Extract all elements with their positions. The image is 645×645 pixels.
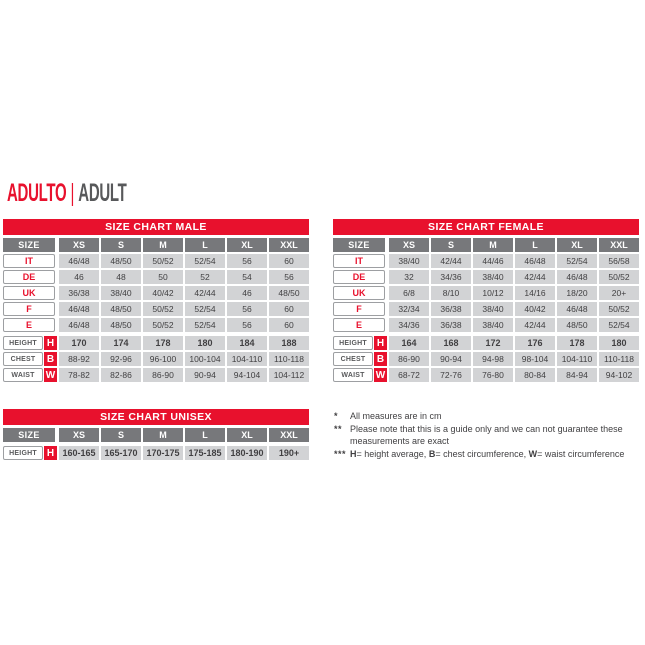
size-row <box>3 302 309 316</box>
size-value-cell: 48 <box>101 270 141 284</box>
measure-value-cell: 190+ <box>269 446 309 460</box>
measure-value-cell: 94-104 <box>227 368 267 382</box>
size-value-cell: 50/52 <box>143 254 183 268</box>
region-label-cell: F <box>3 302 55 316</box>
footnote-marker: * <box>334 411 339 421</box>
footnote-item <box>334 423 642 448</box>
size-value-cell: 60 <box>269 302 309 316</box>
size-value-cell: 40/42 <box>515 302 555 316</box>
measure-value-cell: 92-96 <box>101 352 141 366</box>
measure-value-cell: 110-118 <box>269 352 309 366</box>
size-value-cell: 46/48 <box>557 302 597 316</box>
size-value-cell: 38/40 <box>101 286 141 300</box>
measure-value-cell: 178 <box>143 336 183 350</box>
measure-value-cell: 174 <box>101 336 141 350</box>
measure-value-cell: 184 <box>227 336 267 350</box>
column-header: XS <box>59 238 99 252</box>
measure-badge: H <box>374 336 387 350</box>
footnote-text-segment: B <box>428 448 436 459</box>
column-header: S <box>101 428 141 442</box>
column-header: L <box>515 238 555 252</box>
size-value-cell: 52/54 <box>185 302 225 316</box>
size-row <box>333 286 639 300</box>
size-chart-female-table <box>333 219 639 382</box>
size-value-cell: 56 <box>227 254 267 268</box>
column-header: L <box>185 238 225 252</box>
measure-value-cell: 170-175 <box>143 446 183 460</box>
title-separator: | <box>70 179 75 207</box>
size-value-cell: 50/52 <box>143 302 183 316</box>
column-header: L <box>185 428 225 442</box>
column-header: XXL <box>599 238 639 252</box>
region-label-cell: DE <box>3 270 55 284</box>
measure-value-cell: 178 <box>557 336 597 350</box>
measure-label-cell: HEIGHT <box>3 336 43 350</box>
size-chart-unisex-table <box>3 409 309 460</box>
size-value-cell: 38/40 <box>473 318 513 332</box>
size-value-cell: 14/16 <box>515 286 555 300</box>
size-row <box>3 254 309 268</box>
measure-label-cell: CHEST <box>333 352 373 366</box>
column-header: XS <box>389 238 429 252</box>
measure-value-cell: 170 <box>59 336 99 350</box>
size-value-cell: 38/40 <box>473 270 513 284</box>
measure-value-cell: 180 <box>599 336 639 350</box>
column-header: XS <box>59 428 99 442</box>
region-label-cell: IT <box>333 254 385 268</box>
footnote-text <box>350 410 642 423</box>
footnote-text-segment: H <box>350 448 357 459</box>
size-value-cell: 10/12 <box>473 286 513 300</box>
measure-label-cell: WAIST <box>3 368 43 382</box>
size-value-cell: 56 <box>269 270 309 284</box>
size-value-cell: 34/36 <box>389 318 429 332</box>
size-value-cell: 40/42 <box>143 286 183 300</box>
column-header: XL <box>227 238 267 252</box>
size-value-cell: 34/36 <box>431 270 471 284</box>
size-column-header: SIZE <box>3 238 55 252</box>
size-value-cell: 52/54 <box>557 254 597 268</box>
measure-value-cell: 175-185 <box>185 446 225 460</box>
measure-value-cell: 165-170 <box>101 446 141 460</box>
size-row <box>333 318 639 332</box>
region-label-cell: E <box>333 318 385 332</box>
column-header: M <box>473 238 513 252</box>
column-header: XL <box>227 428 267 442</box>
size-value-cell: 50 <box>143 270 183 284</box>
measure-value-cell: 94-102 <box>599 368 639 382</box>
size-row <box>333 302 639 316</box>
size-value-cell: 50/52 <box>599 270 639 284</box>
measure-label-cell: HEIGHT <box>3 446 43 460</box>
size-value-cell: 52/54 <box>599 318 639 332</box>
measure-value-cell: 76-80 <box>473 368 513 382</box>
footnote-text-segment: = waist circumference <box>537 448 625 459</box>
size-value-cell: 52 <box>185 270 225 284</box>
measure-row <box>3 446 309 460</box>
region-label-cell: F <box>333 302 385 316</box>
measure-row <box>333 352 639 366</box>
size-value-cell: 42/44 <box>431 254 471 268</box>
measure-value-cell: 80-84 <box>515 368 555 382</box>
measure-value-cell: 94-98 <box>473 352 513 366</box>
size-value-cell: 46/48 <box>59 318 99 332</box>
table-title-bar: SIZE CHART FEMALE <box>333 219 639 235</box>
measure-badge: H <box>44 336 57 350</box>
region-label-cell: E <box>3 318 55 332</box>
size-value-cell: 8/10 <box>431 286 471 300</box>
measure-row <box>3 336 309 350</box>
column-header: M <box>143 238 183 252</box>
measure-row <box>3 368 309 382</box>
footnote-text-segment: = chest circumference, <box>435 448 529 459</box>
size-row <box>333 254 639 268</box>
size-column-header: SIZE <box>3 428 55 442</box>
size-value-cell: 38/40 <box>389 254 429 268</box>
column-header: XXL <box>269 428 309 442</box>
size-value-cell: 54 <box>227 270 267 284</box>
measure-value-cell: 172 <box>473 336 513 350</box>
size-row <box>3 318 309 332</box>
size-value-cell: 32/34 <box>389 302 429 316</box>
measure-badge: H <box>44 446 57 460</box>
size-value-cell: 20+ <box>599 286 639 300</box>
column-header: XL <box>557 238 597 252</box>
title-adult: ADULT <box>78 179 127 207</box>
size-row <box>3 270 309 284</box>
measure-value-cell: 160-165 <box>59 446 99 460</box>
footnote-text-segment: Please note that this is a guide only and we can not guarantee these measurements are exact <box>350 423 623 446</box>
measure-value-cell: 104-110 <box>557 352 597 366</box>
measure-value-cell: 180-190 <box>227 446 267 460</box>
size-value-cell: 60 <box>269 318 309 332</box>
measure-value-cell: 176 <box>515 336 555 350</box>
measure-value-cell: 90-94 <box>431 352 471 366</box>
size-row <box>333 270 639 284</box>
size-value-cell: 36/38 <box>431 302 471 316</box>
measure-badge: B <box>44 352 57 366</box>
measure-value-cell: 104-112 <box>269 368 309 382</box>
table-title-bar: SIZE CHART MALE <box>3 219 309 235</box>
size-value-cell: 6/8 <box>389 286 429 300</box>
footnote-text-segment: All measures are in cm <box>350 411 442 421</box>
size-value-cell: 56 <box>227 318 267 332</box>
measure-badge: W <box>45 369 56 381</box>
size-column-header: SIZE <box>333 238 385 252</box>
region-label-cell: IT <box>3 254 55 268</box>
measure-value-cell: 180 <box>185 336 225 350</box>
measure-value-cell: 188 <box>269 336 309 350</box>
measure-row <box>333 368 639 382</box>
size-value-cell: 46/48 <box>557 270 597 284</box>
measure-value-cell: 86-90 <box>389 352 429 366</box>
measure-value-cell: 164 <box>389 336 429 350</box>
measure-value-cell: 82-86 <box>101 368 141 382</box>
footnote-text-segment: W <box>528 448 538 459</box>
size-value-cell: 50/52 <box>143 318 183 332</box>
column-header: M <box>143 428 183 442</box>
region-label-cell: DE <box>333 270 385 284</box>
size-value-cell: 32 <box>389 270 429 284</box>
size-value-cell: 36/38 <box>59 286 99 300</box>
measure-value-cell: 84-94 <box>557 368 597 382</box>
page-title <box>7 179 127 207</box>
size-value-cell: 60 <box>269 254 309 268</box>
measure-value-cell: 78-82 <box>59 368 99 382</box>
size-value-cell: 48/50 <box>101 318 141 332</box>
measure-label-cell: HEIGHT <box>333 336 373 350</box>
size-value-cell: 46/48 <box>59 302 99 316</box>
size-chart-male-table <box>3 219 309 382</box>
measure-value-cell: 90-94 <box>185 368 225 382</box>
footnote-marker: *** <box>334 448 347 459</box>
title-adulto: ADULTO <box>7 179 67 207</box>
size-value-cell: 50/52 <box>599 302 639 316</box>
measure-value-cell: 168 <box>431 336 471 350</box>
size-value-cell: 36/38 <box>431 318 471 332</box>
size-value-cell: 56/58 <box>599 254 639 268</box>
measure-value-cell: 96-100 <box>143 352 183 366</box>
region-label-cell: UK <box>333 286 385 300</box>
measure-value-cell: 68-72 <box>389 368 429 382</box>
table-title-bar: SIZE CHART UNISEX <box>3 409 309 425</box>
size-value-cell: 46/48 <box>59 254 99 268</box>
measure-badge: B <box>374 352 387 366</box>
size-value-cell: 18/20 <box>557 286 597 300</box>
footnote-item <box>334 448 642 461</box>
size-value-cell: 56 <box>227 302 267 316</box>
measure-value-cell: 88-92 <box>59 352 99 366</box>
measure-value-cell: 104-110 <box>227 352 267 366</box>
table-header-row <box>333 238 639 252</box>
column-header: S <box>101 238 141 252</box>
table-header-row <box>3 428 309 442</box>
footnotes-list <box>334 410 642 460</box>
column-header: S <box>431 238 471 252</box>
footnote-marker: ** <box>334 423 343 434</box>
size-value-cell: 42/44 <box>515 270 555 284</box>
measure-value-cell: 86-90 <box>143 368 183 382</box>
size-value-cell: 42/44 <box>185 286 225 300</box>
footnote-item <box>334 410 642 423</box>
measure-row <box>333 336 639 350</box>
size-value-cell: 48/50 <box>557 318 597 332</box>
footnote-text-segment: = height average, <box>356 448 429 459</box>
size-value-cell: 52/54 <box>185 318 225 332</box>
column-header: XXL <box>269 238 309 252</box>
measure-value-cell: 100-104 <box>185 352 225 366</box>
size-value-cell: 52/54 <box>185 254 225 268</box>
size-row <box>3 286 309 300</box>
size-value-cell: 46 <box>59 270 99 284</box>
size-value-cell: 48/50 <box>101 302 141 316</box>
size-value-cell: 48/50 <box>269 286 309 300</box>
region-label-cell: UK <box>3 286 55 300</box>
size-value-cell: 42/44 <box>515 318 555 332</box>
measure-value-cell: 98-104 <box>515 352 555 366</box>
size-value-cell: 38/40 <box>473 302 513 316</box>
measure-badge: W <box>375 369 386 381</box>
size-value-cell: 48/50 <box>101 254 141 268</box>
measure-value-cell: 110-118 <box>599 352 639 366</box>
footnote-text <box>350 423 642 448</box>
size-value-cell: 46/48 <box>515 254 555 268</box>
table-header-row <box>3 238 309 252</box>
measure-value-cell: 72-76 <box>431 368 471 382</box>
size-value-cell: 46 <box>227 286 267 300</box>
measure-label-cell: CHEST <box>3 352 43 366</box>
size-value-cell: 44/46 <box>473 254 513 268</box>
footnote-text <box>350 448 642 461</box>
measure-row <box>3 352 309 366</box>
measure-label-cell: WAIST <box>333 368 373 382</box>
